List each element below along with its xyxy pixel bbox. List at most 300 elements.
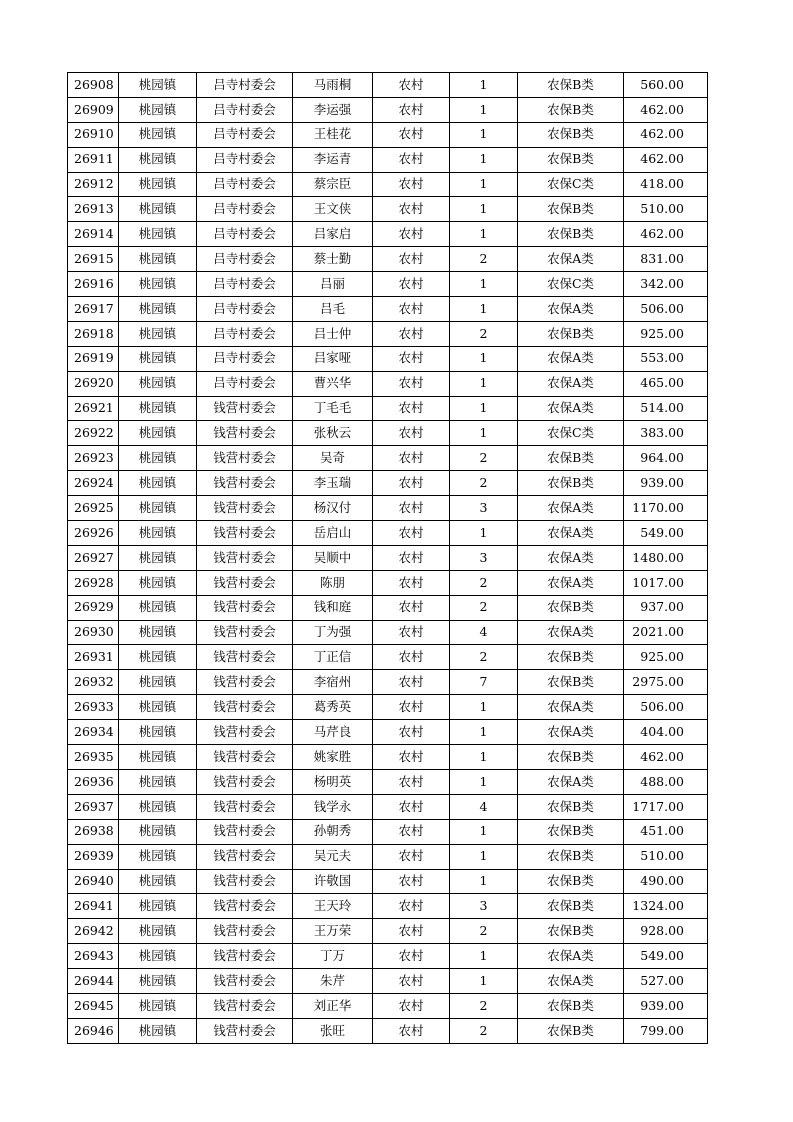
household-count-cell: 1 <box>450 745 518 770</box>
amount-cell: 451.00 <box>624 819 708 844</box>
village-cell: 吕寺村委会 <box>197 73 293 98</box>
town-cell: 桃园镇 <box>119 993 197 1018</box>
household-count-cell: 2 <box>450 570 518 595</box>
household-count-cell: 2 <box>450 247 518 272</box>
insurance-category-cell: 农保A类 <box>518 545 624 570</box>
record-id-cell: 26916 <box>68 272 119 297</box>
village-cell: 钱营村委会 <box>197 496 293 521</box>
amount-cell: 1480.00 <box>624 545 708 570</box>
amount-cell: 490.00 <box>624 869 708 894</box>
insurance-category-cell: 农保B类 <box>518 794 624 819</box>
table-row <box>68 421 708 446</box>
insurance-category-cell: 农保B类 <box>518 894 624 919</box>
amount-cell: 342.00 <box>624 272 708 297</box>
household-count-cell: 1 <box>450 969 518 994</box>
area-type-cell: 农村 <box>373 645 450 670</box>
village-cell: 钱营村委会 <box>197 595 293 620</box>
name-cell: 吕毛 <box>293 297 373 322</box>
town-cell: 桃园镇 <box>119 247 197 272</box>
town-cell: 桃园镇 <box>119 620 197 645</box>
household-count-cell: 1 <box>450 172 518 197</box>
area-type-cell: 农村 <box>373 670 450 695</box>
village-cell: 吕寺村委会 <box>197 297 293 322</box>
village-cell: 钱营村委会 <box>197 869 293 894</box>
household-count-cell: 4 <box>450 794 518 819</box>
household-count-cell: 1 <box>450 695 518 720</box>
town-cell: 桃园镇 <box>119 446 197 471</box>
insurance-category-cell: 农保B类 <box>518 819 624 844</box>
record-id-cell: 26920 <box>68 371 119 396</box>
area-type-cell: 农村 <box>373 545 450 570</box>
town-cell: 桃园镇 <box>119 670 197 695</box>
area-type-cell: 农村 <box>373 421 450 446</box>
table-row <box>68 97 708 122</box>
town-cell: 桃园镇 <box>119 371 197 396</box>
table-row <box>68 1018 708 1043</box>
village-cell: 钱营村委会 <box>197 545 293 570</box>
amount-cell: 925.00 <box>624 321 708 346</box>
record-id-cell: 26940 <box>68 869 119 894</box>
name-cell: 葛秀英 <box>293 695 373 720</box>
amount-cell: 506.00 <box>624 695 708 720</box>
household-count-cell: 2 <box>450 645 518 670</box>
table-row <box>68 869 708 894</box>
record-id-cell: 26918 <box>68 321 119 346</box>
name-cell: 吴顺中 <box>293 545 373 570</box>
town-cell: 桃园镇 <box>119 720 197 745</box>
area-type-cell: 农村 <box>373 521 450 546</box>
area-type-cell: 农村 <box>373 745 450 770</box>
area-type-cell: 农村 <box>373 471 450 496</box>
table-row <box>68 471 708 496</box>
area-type-cell: 农村 <box>373 1018 450 1043</box>
town-cell: 桃园镇 <box>119 894 197 919</box>
village-cell: 钱营村委会 <box>197 645 293 670</box>
table-row <box>68 73 708 98</box>
household-count-cell: 1 <box>450 73 518 98</box>
area-type-cell: 农村 <box>373 321 450 346</box>
household-count-cell: 1 <box>450 819 518 844</box>
household-count-cell: 3 <box>450 545 518 570</box>
insurance-category-cell: 农保B类 <box>518 645 624 670</box>
record-id-cell: 26937 <box>68 794 119 819</box>
insurance-category-cell: 农保B类 <box>518 197 624 222</box>
area-type-cell: 农村 <box>373 620 450 645</box>
amount-cell: 514.00 <box>624 396 708 421</box>
insurance-category-cell: 农保B类 <box>518 745 624 770</box>
name-cell: 曹兴华 <box>293 371 373 396</box>
village-cell: 钱营村委会 <box>197 993 293 1018</box>
table-row <box>68 969 708 994</box>
insurance-category-cell: 农保A类 <box>518 570 624 595</box>
table-row <box>68 819 708 844</box>
area-type-cell: 农村 <box>373 346 450 371</box>
village-cell: 钱营村委会 <box>197 919 293 944</box>
village-cell: 钱营村委会 <box>197 521 293 546</box>
household-count-cell: 1 <box>450 720 518 745</box>
name-cell: 王天玲 <box>293 894 373 919</box>
record-id-cell: 26921 <box>68 396 119 421</box>
household-count-cell: 3 <box>450 496 518 521</box>
amount-cell: 964.00 <box>624 446 708 471</box>
record-id-cell: 26925 <box>68 496 119 521</box>
name-cell: 吕家启 <box>293 222 373 247</box>
town-cell: 桃园镇 <box>119 73 197 98</box>
amount-cell: 510.00 <box>624 844 708 869</box>
table-row <box>68 894 708 919</box>
village-cell: 吕寺村委会 <box>197 371 293 396</box>
household-count-cell: 1 <box>450 396 518 421</box>
household-count-cell: 2 <box>450 471 518 496</box>
insurance-category-cell: 农保A类 <box>518 496 624 521</box>
name-cell: 李宿州 <box>293 670 373 695</box>
amount-cell: 831.00 <box>624 247 708 272</box>
amount-cell: 462.00 <box>624 122 708 147</box>
area-type-cell: 农村 <box>373 844 450 869</box>
table-body <box>68 73 708 1044</box>
table-row <box>68 396 708 421</box>
insurance-category-cell: 农保A类 <box>518 944 624 969</box>
household-count-cell: 2 <box>450 321 518 346</box>
amount-cell: 560.00 <box>624 73 708 98</box>
table-row <box>68 247 708 272</box>
village-cell: 钱营村委会 <box>197 794 293 819</box>
village-cell: 钱营村委会 <box>197 844 293 869</box>
name-cell: 丁万 <box>293 944 373 969</box>
area-type-cell: 农村 <box>373 73 450 98</box>
table-row <box>68 919 708 944</box>
amount-cell: 465.00 <box>624 371 708 396</box>
town-cell: 桃园镇 <box>119 645 197 670</box>
name-cell: 李运青 <box>293 147 373 172</box>
amount-cell: 928.00 <box>624 919 708 944</box>
village-cell: 吕寺村委会 <box>197 122 293 147</box>
town-cell: 桃园镇 <box>119 794 197 819</box>
name-cell: 钱学永 <box>293 794 373 819</box>
town-cell: 桃园镇 <box>119 346 197 371</box>
table-row <box>68 720 708 745</box>
table-row <box>68 321 708 346</box>
area-type-cell: 农村 <box>373 297 450 322</box>
insurance-category-cell: 农保A类 <box>518 297 624 322</box>
amount-cell: 1717.00 <box>624 794 708 819</box>
insurance-category-cell: 农保B类 <box>518 919 624 944</box>
town-cell: 桃园镇 <box>119 321 197 346</box>
table-row <box>68 272 708 297</box>
household-count-cell: 2 <box>450 993 518 1018</box>
town-cell: 桃园镇 <box>119 844 197 869</box>
village-cell: 钱营村委会 <box>197 969 293 994</box>
amount-cell: 1170.00 <box>624 496 708 521</box>
insurance-category-cell: 农保B类 <box>518 321 624 346</box>
table-row <box>68 993 708 1018</box>
table-row <box>68 595 708 620</box>
insurance-category-cell: 农保A类 <box>518 769 624 794</box>
table-row <box>68 645 708 670</box>
name-cell: 王万荣 <box>293 919 373 944</box>
table-row <box>68 172 708 197</box>
name-cell: 许敬国 <box>293 869 373 894</box>
record-id-cell: 26938 <box>68 819 119 844</box>
insurance-category-cell: 农保A类 <box>518 521 624 546</box>
record-id-cell: 26924 <box>68 471 119 496</box>
town-cell: 桃园镇 <box>119 570 197 595</box>
record-id-cell: 26912 <box>68 172 119 197</box>
area-type-cell: 农村 <box>373 122 450 147</box>
name-cell: 杨汉付 <box>293 496 373 521</box>
town-cell: 桃园镇 <box>119 496 197 521</box>
village-cell: 吕寺村委会 <box>197 97 293 122</box>
town-cell: 桃园镇 <box>119 471 197 496</box>
insurance-category-cell: 农保B类 <box>518 73 624 98</box>
record-id-cell: 26910 <box>68 122 119 147</box>
insurance-category-cell: 农保B类 <box>518 595 624 620</box>
name-cell: 马芹良 <box>293 720 373 745</box>
household-count-cell: 1 <box>450 421 518 446</box>
household-count-cell: 3 <box>450 894 518 919</box>
record-id-cell: 26926 <box>68 521 119 546</box>
name-cell: 吕丽 <box>293 272 373 297</box>
insurance-category-cell: 农保B类 <box>518 471 624 496</box>
household-count-cell: 1 <box>450 122 518 147</box>
data-table <box>67 72 708 1044</box>
town-cell: 桃园镇 <box>119 147 197 172</box>
town-cell: 桃园镇 <box>119 869 197 894</box>
amount-cell: 488.00 <box>624 769 708 794</box>
record-id-cell: 26913 <box>68 197 119 222</box>
name-cell: 刘正华 <box>293 993 373 1018</box>
town-cell: 桃园镇 <box>119 595 197 620</box>
name-cell: 朱芹 <box>293 969 373 994</box>
record-id-cell: 26929 <box>68 595 119 620</box>
insurance-category-cell: 农保A类 <box>518 720 624 745</box>
name-cell: 王文侠 <box>293 197 373 222</box>
village-cell: 吕寺村委会 <box>197 222 293 247</box>
village-cell: 钱营村委会 <box>197 944 293 969</box>
name-cell: 马雨桐 <box>293 73 373 98</box>
table-row <box>68 521 708 546</box>
table-row <box>68 695 708 720</box>
name-cell: 蔡士勤 <box>293 247 373 272</box>
record-id-cell: 26923 <box>68 446 119 471</box>
town-cell: 桃园镇 <box>119 819 197 844</box>
town-cell: 桃园镇 <box>119 222 197 247</box>
insurance-category-cell: 农保B类 <box>518 869 624 894</box>
name-cell: 吴奇 <box>293 446 373 471</box>
town-cell: 桃园镇 <box>119 919 197 944</box>
household-count-cell: 1 <box>450 297 518 322</box>
amount-cell: 2975.00 <box>624 670 708 695</box>
record-id-cell: 26941 <box>68 894 119 919</box>
table-row <box>68 297 708 322</box>
village-cell: 钱营村委会 <box>197 570 293 595</box>
name-cell: 丁为强 <box>293 620 373 645</box>
household-count-cell: 1 <box>450 521 518 546</box>
table-row <box>68 371 708 396</box>
amount-cell: 506.00 <box>624 297 708 322</box>
record-id-cell: 26914 <box>68 222 119 247</box>
village-cell: 钱营村委会 <box>197 894 293 919</box>
record-id-cell: 26922 <box>68 421 119 446</box>
household-count-cell: 1 <box>450 769 518 794</box>
village-cell: 钱营村委会 <box>197 695 293 720</box>
amount-cell: 939.00 <box>624 471 708 496</box>
village-cell: 吕寺村委会 <box>197 346 293 371</box>
amount-cell: 527.00 <box>624 969 708 994</box>
insurance-category-cell: 农保B类 <box>518 446 624 471</box>
record-id-cell: 26934 <box>68 720 119 745</box>
household-count-cell: 1 <box>450 944 518 969</box>
insurance-category-cell: 农保B类 <box>518 670 624 695</box>
record-id-cell: 26927 <box>68 545 119 570</box>
area-type-cell: 农村 <box>373 720 450 745</box>
town-cell: 桃园镇 <box>119 944 197 969</box>
record-id-cell: 26946 <box>68 1018 119 1043</box>
name-cell: 李运强 <box>293 97 373 122</box>
amount-cell: 462.00 <box>624 97 708 122</box>
table-row <box>68 496 708 521</box>
insurance-category-cell: 农保A类 <box>518 620 624 645</box>
record-id-cell: 26915 <box>68 247 119 272</box>
area-type-cell: 农村 <box>373 570 450 595</box>
household-count-cell: 1 <box>450 197 518 222</box>
village-cell: 吕寺村委会 <box>197 272 293 297</box>
record-id-cell: 26933 <box>68 695 119 720</box>
amount-cell: 462.00 <box>624 745 708 770</box>
town-cell: 桃园镇 <box>119 97 197 122</box>
name-cell: 杨明英 <box>293 769 373 794</box>
area-type-cell: 农村 <box>373 496 450 521</box>
insurance-category-cell: 农保B类 <box>518 97 624 122</box>
table-row <box>68 670 708 695</box>
amount-cell: 462.00 <box>624 147 708 172</box>
household-count-cell: 1 <box>450 147 518 172</box>
insurance-category-cell: 农保B类 <box>518 844 624 869</box>
area-type-cell: 农村 <box>373 272 450 297</box>
name-cell: 孙朝秀 <box>293 819 373 844</box>
area-type-cell: 农村 <box>373 993 450 1018</box>
name-cell: 陈朋 <box>293 570 373 595</box>
town-cell: 桃园镇 <box>119 122 197 147</box>
insurance-category-cell: 农保A类 <box>518 695 624 720</box>
insurance-category-cell: 农保A类 <box>518 247 624 272</box>
household-count-cell: 1 <box>450 869 518 894</box>
insurance-category-cell: 农保A类 <box>518 346 624 371</box>
record-id-cell: 26945 <box>68 993 119 1018</box>
area-type-cell: 农村 <box>373 396 450 421</box>
insurance-category-cell: 农保A类 <box>518 969 624 994</box>
insurance-category-cell: 农保C类 <box>518 172 624 197</box>
name-cell: 吴元夫 <box>293 844 373 869</box>
household-count-cell: 1 <box>450 97 518 122</box>
town-cell: 桃园镇 <box>119 969 197 994</box>
household-count-cell: 2 <box>450 1018 518 1043</box>
household-count-cell: 2 <box>450 446 518 471</box>
record-id-cell: 26908 <box>68 73 119 98</box>
village-cell: 钱营村委会 <box>197 446 293 471</box>
amount-cell: 404.00 <box>624 720 708 745</box>
village-cell: 钱营村委会 <box>197 745 293 770</box>
record-id-cell: 26930 <box>68 620 119 645</box>
town-cell: 桃园镇 <box>119 172 197 197</box>
amount-cell: 462.00 <box>624 222 708 247</box>
name-cell: 岳启山 <box>293 521 373 546</box>
name-cell: 吕家哑 <box>293 346 373 371</box>
name-cell: 姚家胜 <box>293 745 373 770</box>
amount-cell: 553.00 <box>624 346 708 371</box>
area-type-cell: 农村 <box>373 172 450 197</box>
table-row <box>68 620 708 645</box>
amount-cell: 549.00 <box>624 521 708 546</box>
amount-cell: 799.00 <box>624 1018 708 1043</box>
record-id-cell: 26931 <box>68 645 119 670</box>
record-id-cell: 26936 <box>68 769 119 794</box>
area-type-cell: 农村 <box>373 944 450 969</box>
town-cell: 桃园镇 <box>119 421 197 446</box>
insurance-category-cell: 农保A类 <box>518 396 624 421</box>
record-id-cell: 26919 <box>68 346 119 371</box>
table-row <box>68 346 708 371</box>
table-row <box>68 944 708 969</box>
record-id-cell: 26939 <box>68 844 119 869</box>
insurance-category-cell: 农保B类 <box>518 993 624 1018</box>
village-cell: 钱营村委会 <box>197 471 293 496</box>
area-type-cell: 农村 <box>373 894 450 919</box>
area-type-cell: 农村 <box>373 819 450 844</box>
record-id-cell: 26911 <box>68 147 119 172</box>
name-cell: 钱和庭 <box>293 595 373 620</box>
area-type-cell: 农村 <box>373 197 450 222</box>
village-cell: 钱营村委会 <box>197 769 293 794</box>
amount-cell: 937.00 <box>624 595 708 620</box>
town-cell: 桃园镇 <box>119 1018 197 1043</box>
table-row <box>68 745 708 770</box>
record-id-cell: 26942 <box>68 919 119 944</box>
area-type-cell: 农村 <box>373 919 450 944</box>
area-type-cell: 农村 <box>373 969 450 994</box>
town-cell: 桃园镇 <box>119 396 197 421</box>
village-cell: 钱营村委会 <box>197 720 293 745</box>
name-cell: 张旺 <box>293 1018 373 1043</box>
table-row <box>68 147 708 172</box>
village-cell: 钱营村委会 <box>197 421 293 446</box>
insurance-category-cell: 农保C类 <box>518 272 624 297</box>
village-cell: 钱营村委会 <box>197 620 293 645</box>
record-id-cell: 26935 <box>68 745 119 770</box>
name-cell: 张秋云 <box>293 421 373 446</box>
table-row <box>68 446 708 471</box>
record-id-cell: 26917 <box>68 297 119 322</box>
household-count-cell: 1 <box>450 346 518 371</box>
table-row <box>68 794 708 819</box>
area-type-cell: 农村 <box>373 446 450 471</box>
area-type-cell: 农村 <box>373 97 450 122</box>
table-row <box>68 570 708 595</box>
name-cell: 丁正信 <box>293 645 373 670</box>
amount-cell: 510.00 <box>624 197 708 222</box>
table-row <box>68 197 708 222</box>
amount-cell: 1017.00 <box>624 570 708 595</box>
table-row <box>68 122 708 147</box>
name-cell: 蔡宗臣 <box>293 172 373 197</box>
insurance-category-cell: 农保A类 <box>518 371 624 396</box>
record-id-cell: 26928 <box>68 570 119 595</box>
household-count-cell: 1 <box>450 222 518 247</box>
town-cell: 桃园镇 <box>119 769 197 794</box>
village-cell: 吕寺村委会 <box>197 172 293 197</box>
household-count-cell: 1 <box>450 371 518 396</box>
village-cell: 吕寺村委会 <box>197 147 293 172</box>
